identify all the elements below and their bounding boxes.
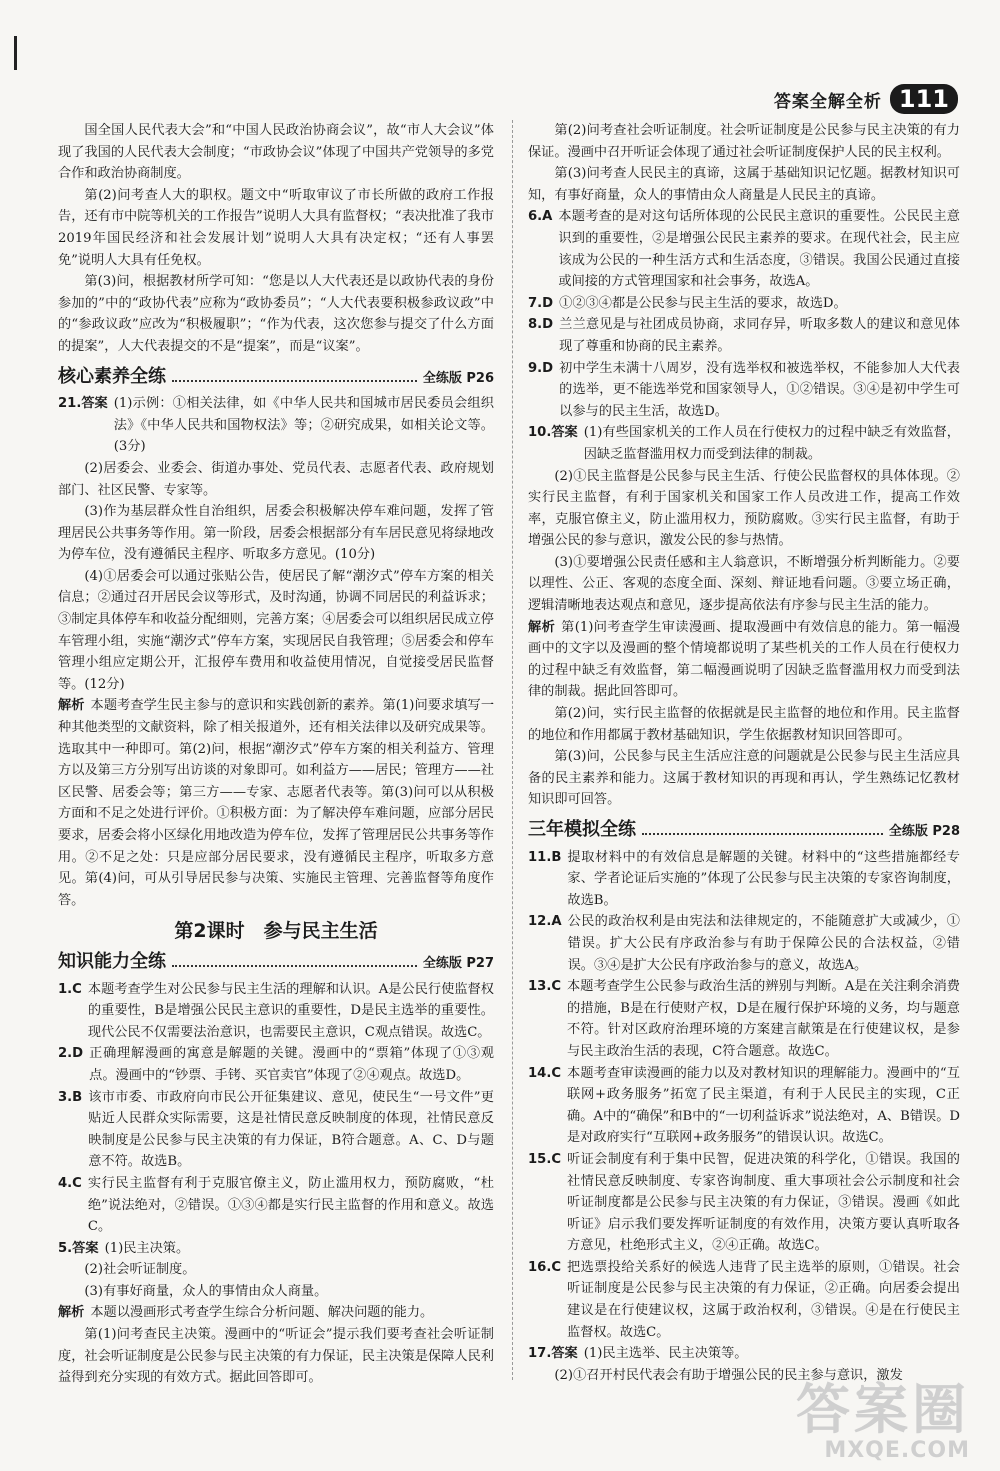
section-ref: 全练版 P26	[422, 370, 494, 386]
question-answer: 公民的政治权利是由宪法和法律规定的，不能随意扩大或减少，①错误。扩大公民有序政治参与有助于保障公民的合法权益，②错误。③④是扩大公民有序政治参与的意义，故选A。	[567, 914, 960, 973]
question-answer: 本题考查学生对公民参与民主生活的理解和认识。A是公民行使监督权的重要性，B是增强公民民主意识的重要性，D是民主选举的重要性。现代公民不仅需要法治意识，也需要民主意识，C观点错误。故选C。	[87, 981, 494, 1040]
analysis-text: 第(1)问考查学生审读漫画、提取漫画中有效信息的能力。第一幅漫画中的文字以及漫画的整个情境都说明了某些机关的工作人员在行使权力的过程中缺乏有效监督，第二幅漫画说明了因缺乏监督滥用权力而受到法律的制裁。据此回答即可。	[528, 619, 960, 700]
analysis-text: 本题考查学生民主参与的意识和实践创新的素养。第(1)问要求填写一种其他类型的文献资料，除了相关报道外，还有相关法律以及研究成果等。选取其中一种即可。第(2)问，根据“潮汐式”停车方案的相关利益方、管理方以及第三方分别写出访谈的对象即可。如利益方——居民；管理方——社区民警、居委会等；第三方——专家、志愿者代表等。第(3)问可以从积极方面和不足之处进行评价。①积极方面：为了解决停车难问题，应部分居民要求，居委会将小区绿化用地改造为停车位，发挥了管理居民公共事务等作用。②不足之处：只是应部分居民要求，没有遵循民主程序，听取多方意见。第(4)问，可从引导居民参与决策、实施民主管理、完善监督等角度作答。	[58, 698, 495, 908]
answer-part: (3)作为基层群众性自治组织，居委会积极解决停车难问题，发挥了管理居民公共事务等作用。第一阶段，居委会根据部分有车居民意见将绿地改为停车位，没有遵循民主程序、听取多方意见。(10分)	[58, 504, 494, 563]
analysis-text: 本题以漫画形式考查学生综合分析问题、解决问题的能力。	[90, 1305, 434, 1321]
question-number: 12.A	[528, 914, 562, 930]
section-title: 三年模拟全练	[528, 819, 636, 840]
answer-part: (1)民主决策。	[104, 1240, 190, 1256]
question-answer: 本题考查审读漫画的能力以及对教材知识的理解能力。漫画中的“互联网+政务服务”拓宽了民主渠道，有利于人民民主的实现，C正确。A中的“确保”和B中的“一切利益诉求”说法绝对，A、B错误。D是对政府实行“互联网+政务服务”的错误认识。故选C。	[567, 1065, 960, 1146]
question-answer: 该市市委、市政府向市民公开征集建议、意见，使民生“一号文件”更贴近人民群众实际需要，这是社情民意反映制度的体现，社情民意反映制度是公民参与民主决策的有力保证，B符合题意。A、C、D与题意不符。故选B。	[88, 1089, 494, 1170]
left-intro-1: 国全国人民代表大会”和“中国人民政治协商会议”，故“市人大会议”体现了我国的人民代表大会制度；“市政协会议”体现了中国共产党领导的多党合作和政治协商制度。	[58, 123, 494, 182]
binding-mark	[14, 36, 17, 70]
question-3	[58, 1087, 494, 1173]
question-answer: 把选票投给关系好的候选人违背了民主选举的原则，①错误。社会听证制度是公民参与民主决策的有力保证，②正确。向居委会提出建议是在行使建议权，这属于政治权利，③错误。④是在行使民主监督权。故选C。	[567, 1259, 960, 1340]
question-5	[58, 1238, 494, 1260]
section-leader	[172, 951, 417, 967]
question-7	[528, 293, 960, 315]
question-answer: 本题考查的是对这句话所体现的公民民主意识的重要性。公民民主意识到的重要性，②是增强公民民主素养的要求。在现代社会，民主应该成为公民的一种生活方式和生活态度，③错误。我国公民通过直接或间接的方式管理国家和社会事务，故选A。	[558, 209, 960, 290]
section-title: 知识能力全练	[58, 950, 166, 972]
right-column	[528, 120, 960, 1386]
question-number: 4.C	[58, 1175, 82, 1191]
question-10	[528, 422, 960, 465]
question-13	[528, 976, 960, 1062]
question-answer: 本题考查学生公民参与政治生活的辨别与判断。A是在关注剩余消费的措施，B是在行使财产权，D是在履行保护环境的义务，均与题意不符。针对区政府治理环境的方案建言献策是在行使建议权，是参与民主政治生活的表现，C符合题意。故选C。	[567, 979, 960, 1059]
watermark-text: 答案圈	[796, 1378, 970, 1441]
column-divider	[512, 120, 513, 1380]
answer-part: (1)示例：①相关法律，如《中华人民共和国城市居民委员会组织法》《中华人民共和国物权法》等；②研究成果，如相关论文等。(3分)	[113, 396, 494, 455]
page-number: 111	[890, 84, 958, 114]
question-17	[528, 1343, 960, 1365]
section-title: 核心素养全练	[58, 365, 166, 387]
answer-part: (4)①居委会可以通过张贴公告，使居民了解“潮汐式”停车方案的相关信息；②通过召开居民会议等形式，及时沟通，协调不同居民的利益诉求；③制定具体停车和收益分配细则，完善方案；④居委会可以组织居民成立停车管理小组，实施“潮汐式”停车方案，实现居民自我管理；⑤居委会和停车管理小组应定期公开，汇报停车费用和收益使用情况，自觉接受居民监督等。(12分)	[58, 568, 494, 692]
analysis	[58, 695, 494, 911]
analysis-label: 解析	[58, 698, 85, 714]
question-number: 9.D	[528, 360, 554, 376]
question-21	[58, 393, 494, 458]
question-8	[528, 314, 960, 357]
question-answer: 提取材料中的有效信息是解题的关键。材料中的“这些措施都经专家、学者论证后实施的”体现了公民参与民主决策的专家咨询制度，故选B。	[567, 849, 960, 908]
question-11	[528, 847, 960, 912]
analysis-label: 解析	[58, 1305, 85, 1321]
question-number: 14.C	[528, 1065, 562, 1081]
page-header	[774, 84, 958, 114]
left-intro-3: 第(3)问，根据教材所学可知：“您是以人大代表还是以政协代表的身份参加的”中的“政协代表”应称为“政协委员”；“人大代表要积极参政议政”中的“参政议政”应改为“积极履职”；“作为代表，这次您参与提交了什么方面的提案”，人大代表提交的不是“提案”，而是“议案”。	[58, 274, 494, 354]
section-three-year	[528, 819, 960, 843]
question-15	[528, 1149, 960, 1257]
analysis-text-2: 第(1)问考查民主决策。漫画中的“听证会”提示我们要考查社会听证制度，社会听证制度是公民参与民主决策的有力保证，民主决策是保障人民利益得到充分实现的有效方式。据此回答即可。	[58, 1327, 494, 1386]
section-leader	[642, 819, 883, 835]
watermark-logo	[796, 1378, 970, 1463]
question-12	[528, 911, 960, 976]
question-9	[528, 358, 960, 423]
question-number: 7.D	[528, 295, 554, 311]
section-knowledge	[58, 951, 494, 975]
question-number: 1.C	[58, 981, 82, 997]
question-answer: 兰兰意见是与社团成员协商，求同存异，听取多数人的建议和意见体现了尊重和协商的民主素养。	[559, 317, 960, 354]
question-answer: 听证会制度有利于集中民智，促进决策的科学化，①错误。我国的社情民意反映制度、专家咨询制度、重大事项社会公示制度和社会听证制度都是公民参与民主决策的有力保证，③错误。漫画《如此听证》启示我们要发挥听证制度的有效作用，决策方要认真听取各方意见，杜绝形式主义，②④正确。故选C。	[567, 1151, 960, 1254]
question-answer: 正确理解漫画的寓意是解题的关键。漫画中的“票箱”体现了①③观点。漫画中的“钞票、手铐、买官卖官”体现了②④观点。故选D。	[89, 1046, 494, 1083]
section-leader	[172, 366, 417, 382]
section-ref: 全练版 P27	[422, 955, 494, 971]
answer-part: (2)居委会、业委会、街道办事处、党员代表、志愿者代表、政府规划部门、社区民警、专家等。	[58, 460, 494, 498]
question-number: 21.答案	[58, 396, 108, 412]
left-intro-2: 第(2)问考查人大的职权。题文中“听取审议了市长所做的政府工作报告，还有市中院等机关的工作报告”说明人大具有监督权；“表决批准了我市2019年国民经济和社会发展计划”说明人大具有决定权；“还有人事罢免”说明人大具有任免权。	[58, 187, 494, 268]
question-answer: 实行民主监督有利于克服官僚主义，防止滥用权力，预防腐败，“杜绝”说法绝对，②错误。①③④都是实行民主监督的作用和意义。故选C。	[87, 1175, 494, 1235]
answer-part: (2)社会听证制度。	[84, 1262, 196, 1278]
question-number: 2.D	[58, 1046, 84, 1062]
analysis	[528, 617, 960, 703]
question-number: 6.A	[528, 209, 553, 225]
analysis-label: 解析	[528, 619, 556, 635]
analysis-text-3: 第(3)问，公民参与民主生活应注意的问题就是公民参与民主生活应具备的民主素养和能力。这属于教材知识的再现和再认，学生熟练记忆教材知识即可回答。	[528, 749, 960, 808]
right-intro-1: 第(2)问考查社会听证制度。社会听证制度是公民参与民主决策的有力保证。漫画中召开听证会体现了通过社会听证制度保护人民的民主权利。	[528, 123, 960, 160]
answer-part: (1)民主选举、民主决策等。	[583, 1346, 748, 1362]
question-4	[58, 1173, 494, 1238]
question-number: 5.答案	[58, 1240, 99, 1256]
left-column	[58, 120, 494, 1389]
question-number: 17.答案	[528, 1346, 578, 1362]
question-number: 11.B	[528, 849, 562, 865]
question-16	[528, 1257, 960, 1343]
question-number: 16.C	[528, 1259, 562, 1275]
right-intro-2: 第(3)问考查人民民主的真谛，这属于基础知识记忆题。据教材知识可知，有事好商量，众人的事情由众人商量是人民民主的真谛。	[528, 166, 960, 203]
question-answer: 初中学生未满十八周岁，没有选举权和被选举权，不能参加人大代表的选举，更不能选举党和国家领导人，①②错误。③④是初中学生可以参与的民主生活，故选D。	[559, 360, 960, 419]
question-number: 8.D	[528, 317, 554, 333]
question-number: 15.C	[528, 1151, 562, 1167]
question-14	[528, 1063, 960, 1149]
section-core-literacy	[58, 366, 494, 390]
header-title: 答案全解全析	[773, 91, 882, 112]
question-number: 3.B	[58, 1089, 83, 1105]
answer-part: (3)有事好商量，众人的事情由众人商量。	[84, 1283, 328, 1299]
watermark-url: MXQE.COM	[824, 1438, 970, 1463]
question-number: 10.答案	[528, 425, 578, 441]
answer-part: (3)①要增强公民责任感和主人翁意识，不断增强分析判断能力。②要以理性、公正、客观的态度全面、深刻、辩证地看问题。③要立场正确，逻辑清晰地表达观点和意见，逐步提高依法有序参与民主生活的能力。	[528, 554, 960, 614]
answer-part: (1)有些国家机关的工作人员在行使权力的过程中缺乏有效监督，因缺乏监督滥用权力而受到法律的制裁。	[583, 425, 960, 462]
question-number: 13.C	[528, 979, 562, 995]
question-6	[528, 206, 960, 292]
question-1	[58, 979, 494, 1044]
section-ref: 全练版 P28	[888, 824, 960, 839]
analysis-text-2: 第(2)问，实行民主监督的依据就是民主监督的地位和作用。民主监督的地位和作用都属于教材基础知识，学生依据教材知识回答即可。	[528, 706, 960, 743]
question-2	[58, 1043, 494, 1086]
lesson-title: 第2课时 参与民主生活	[174, 920, 378, 943]
answer-part: (2)①民主监督是公民参与民主生活、行使公民监督权的具体体现。②实行民主监督，有利于国家机关和国家工作人员改进工作，提高工作效率，克服官僚主义，防止滥用权力，预防腐败。③实行民主监督，有助于增强公民的参与意识，激发公民的参与热情。	[528, 468, 960, 549]
answer-part: (2)①召开村民代表会有助于增强公民的民主参与意识，激发	[554, 1367, 903, 1383]
analysis	[58, 1302, 494, 1324]
question-answer: ①②③④都是公民参与民主生活的要求，故选D。	[559, 295, 847, 311]
